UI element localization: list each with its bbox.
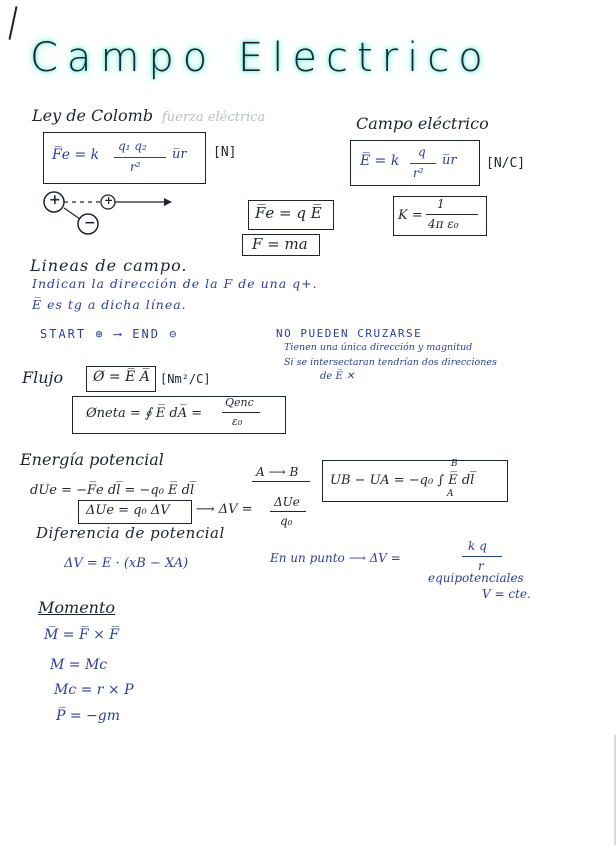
no-cross-text: NO PUEDEN CRUZARSE xyxy=(276,327,423,340)
point-num: k q xyxy=(468,539,487,553)
due-formula: dUe = −F̅e dl̅ = −q₀ E̅ dl̅ xyxy=(30,483,195,498)
momentum-heading: Momento xyxy=(38,598,116,617)
page-number-mark xyxy=(8,6,17,40)
momentum-line-2: M = Mc xyxy=(50,657,108,673)
positive-charge-label: + xyxy=(49,192,61,208)
f-ma-formula: F = ma xyxy=(252,235,308,253)
dv-formula: ΔV = E · (xB − XA) xyxy=(64,556,189,571)
flux-formula: Ø = E̅ A̅ xyxy=(93,369,150,385)
gauss-fraction-bar xyxy=(222,412,260,413)
k-fraction-bar xyxy=(426,214,478,215)
coulomb-heading: Ley de Colomb xyxy=(32,106,154,125)
a-to-b-underline xyxy=(252,481,310,482)
momentum-line-1: M̅ = F̅ × F̅ xyxy=(44,627,120,643)
lines-text-1: Indican la dirección de la F de una q+. xyxy=(32,276,318,291)
flux-unit: [Nm²/C] xyxy=(160,372,211,386)
point-den: r xyxy=(478,559,484,573)
integral-upper: B xyxy=(451,459,458,469)
potential-heading: Energía potencial xyxy=(20,450,164,469)
momentum-line-4: P̅ = −gm xyxy=(56,708,121,724)
diff-potential-heading: Diferencia de potencial xyxy=(36,524,225,542)
integral-lower: A xyxy=(447,489,454,499)
lines-text-2: E̅ es tg a dicha línea. xyxy=(32,297,187,312)
equipotential-text: equipotenciales xyxy=(428,571,524,585)
dv-den: q₀ xyxy=(280,514,293,528)
arrow-dv-text: ⟶ ΔV = xyxy=(196,502,253,517)
v-constant-text: V = cte. xyxy=(482,587,531,601)
point-fraction-bar xyxy=(462,556,502,557)
coulomb-formula-lhs: F̅e = k xyxy=(52,147,100,163)
coulomb-formula-den: r² xyxy=(130,160,141,174)
field-formula-num: q xyxy=(418,145,426,159)
k-constant-den: 4π ε₀ xyxy=(428,217,459,231)
coulomb-unit: [N] xyxy=(213,145,237,160)
coulomb-formula-num: q₁ q₂ xyxy=(118,139,147,153)
lines-note-1: Tienen una única dirección y magnitud xyxy=(284,342,473,353)
coulomb-formula-tail: u̅r xyxy=(172,147,187,162)
lines-heading: Lineas de campo. xyxy=(30,256,188,275)
coulomb-fraction-bar xyxy=(114,157,166,158)
k-constant-num: 1 xyxy=(437,197,445,211)
coulomb-heading-faint: fuerza eléctrica xyxy=(162,110,266,125)
dv-fraction-bar xyxy=(270,511,306,512)
field-formula-tail: u̅r xyxy=(442,153,457,168)
field-unit: [N/C] xyxy=(486,156,526,171)
lines-note-2: Si se intersectaran tendrían dos direcciones xyxy=(284,357,497,368)
momentum-line-3: Mc = r × P xyxy=(54,682,134,698)
fe-qe-formula: F̅e = q E̅ xyxy=(255,204,322,222)
gauss-lhs: Øneta = ∮ E̅ dA̅ = xyxy=(86,406,203,421)
negative-charge-label: − xyxy=(84,215,96,231)
k-constant-lhs: K = xyxy=(398,208,423,223)
point-text: En un punto ⟶ ΔV = xyxy=(270,551,401,565)
field-formula-den: r² xyxy=(413,166,424,180)
gauss-den: ε₀ xyxy=(232,415,243,428)
dv-num: ΔUe xyxy=(274,495,300,509)
arrow-right-icon xyxy=(164,198,172,206)
field-heading: Campo eléctrico xyxy=(356,114,489,133)
potential-integral: UB − UA = −q₀ ∫ E̅ dl̅ xyxy=(330,473,475,488)
field-formula-lhs: E̅ = k xyxy=(360,153,400,169)
flux-heading: Flujo xyxy=(22,368,64,387)
page-title: Campo Electrico xyxy=(30,35,492,81)
a-to-b-text: A ⟶ B xyxy=(256,465,299,479)
test-charge-label: + xyxy=(104,194,114,207)
gauss-num: Qenc xyxy=(225,396,254,409)
delta-ue-formula: ΔUe = q₀ ΔV xyxy=(86,503,170,518)
field-fraction-bar xyxy=(410,163,436,164)
start-end-text: START ⊕ ⟶ END ⊖ xyxy=(40,327,179,341)
lines-note-3: de E̅ ✕ xyxy=(320,371,355,382)
